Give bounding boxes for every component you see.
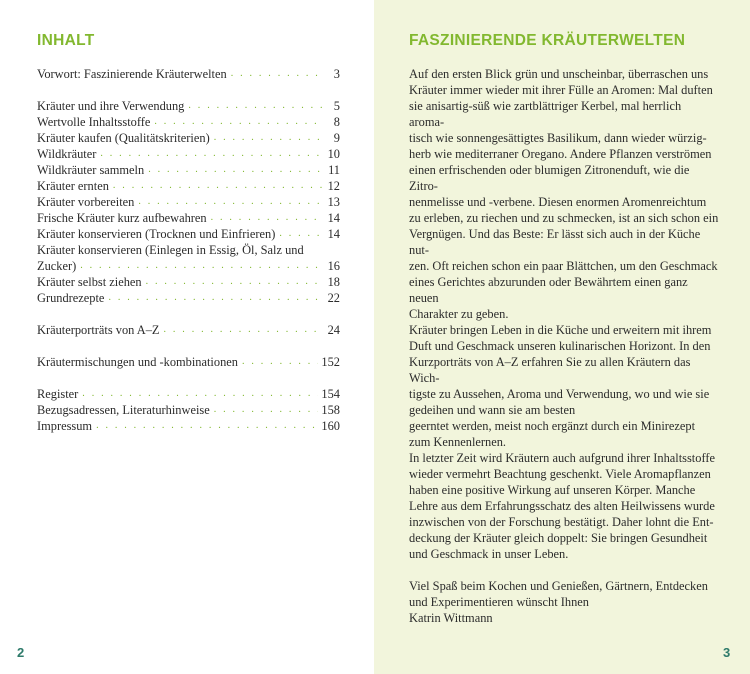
toc-entry bbox=[37, 194, 340, 210]
toc-entry-page: 11 bbox=[328, 163, 340, 177]
text-line: zu erleben, zu riechen und zu schmecken, ist an sich schon ein bbox=[409, 211, 719, 225]
toc-dot-leader bbox=[188, 98, 323, 114]
text-line: Auf den ersten Blick grün und unscheinbar, überraschen uns bbox=[409, 67, 709, 81]
toc-heading: INHALT bbox=[37, 32, 95, 49]
toc-entry bbox=[37, 242, 340, 274]
closing-signature bbox=[409, 578, 719, 626]
toc-entry bbox=[37, 162, 340, 178]
toc-dot-leader bbox=[154, 114, 323, 130]
toc-entry bbox=[37, 130, 340, 146]
text-line: Lehre aus dem Erfahrungsschatz des alten Heilwissens wurde bbox=[409, 499, 715, 513]
toc-entry bbox=[37, 226, 340, 242]
text-line: Charakter zu geben. bbox=[409, 307, 509, 321]
toc-entry-page: 8 bbox=[333, 115, 340, 129]
text-line: In letzter Zeit wird Kräutern auch aufgrund ihrer Inhaltsstoffe bbox=[409, 451, 715, 465]
left-page bbox=[0, 0, 374, 674]
table-of-contents bbox=[37, 66, 340, 434]
page-number-left: 2 bbox=[17, 645, 25, 660]
toc-entry-page: 12 bbox=[327, 179, 340, 193]
toc-dot-leader bbox=[211, 210, 323, 226]
toc-entry-page: 152 bbox=[321, 355, 340, 369]
toc-entry-title: Wertvolle Inhaltsstoffe bbox=[37, 115, 151, 129]
text-line: nenmelisse und -verbene. Diesen enormen Aromenreichtum bbox=[409, 195, 707, 209]
toc-entry-title: Grundrezepte bbox=[37, 291, 105, 305]
body-paragraph bbox=[409, 322, 719, 450]
toc-entry-page: 16 bbox=[327, 259, 340, 273]
toc-entry-page: 3 bbox=[333, 67, 340, 81]
toc-entry-title: Kräuter selbst ziehen bbox=[37, 275, 142, 289]
toc-entry-title: Kräuter vorbereiten bbox=[37, 195, 135, 209]
text-line: Kräuter immer wieder mit ihrer Fülle an Aromen: Mal duften bbox=[409, 83, 713, 97]
text-line: Vergnügen. Und das Beste: Er lässt sich auch in der Küche nut- bbox=[409, 227, 701, 257]
text-line: Kurzporträts von A–Z erfahren Sie zu allen Kräutern das Wich- bbox=[409, 355, 691, 385]
text-line: wieder vermehrt Beachtung geschenkt. Viele Aromapflanzen bbox=[409, 467, 711, 481]
toc-entry-title: Zucker) bbox=[37, 259, 77, 273]
text-line: einen erfrischenden oder blumigen Zitronenduft, wie die Zitro- bbox=[409, 163, 690, 193]
toc-entry-title: Wildkräuter sammeln bbox=[37, 163, 145, 177]
toc-dot-leader bbox=[80, 258, 323, 274]
toc-entry-title: Impressum bbox=[37, 419, 93, 433]
toc-dot-leader bbox=[214, 130, 323, 146]
toc-entry-page: 10 bbox=[327, 147, 340, 161]
toc-entry-title: Frische Kräuter kurz aufbewahren bbox=[37, 211, 207, 225]
chapter-heading: FASZINIERENDE KRÄUTERWELTEN bbox=[409, 32, 686, 49]
toc-entry-page: 24 bbox=[327, 323, 340, 337]
text-line: und Experimentieren wünscht Ihnen bbox=[409, 595, 589, 609]
toc-entry-page: 158 bbox=[321, 403, 340, 417]
toc-entry bbox=[37, 210, 340, 226]
text-line: zen. Oft reichen schon ein paar Blättchen, um den Geschmack bbox=[409, 259, 718, 273]
toc-entry bbox=[37, 354, 340, 370]
toc-entry bbox=[37, 290, 340, 306]
toc-entry-page: 22 bbox=[327, 291, 340, 305]
text-line: herb wie mediterraner Oregano. Andere Pflanzen verströmen bbox=[409, 147, 712, 161]
text-line: haben eine positive Wirkung auf unseren Körper. Manche bbox=[409, 483, 696, 497]
toc-entry-title: Vorwort: Faszinierende Kräuterwelten bbox=[37, 67, 227, 81]
toc-entry-title: Kräuter kaufen (Qualitätskriterien) bbox=[37, 131, 210, 145]
text-line: sie anisartig-süß wie zartblättriger Kerbel, mal herrlich aroma- bbox=[409, 99, 682, 129]
text-line: gedeihen und wann sie am besten bbox=[409, 403, 576, 417]
text-line: tisch wie sonnengesättigtes Basilikum, dann wieder würzig- bbox=[409, 131, 707, 145]
toc-entry bbox=[37, 322, 340, 338]
toc-dot-leader bbox=[96, 418, 318, 434]
toc-dot-leader bbox=[146, 274, 323, 290]
text-line: Katrin Wittmann bbox=[409, 611, 493, 625]
body-paragraph bbox=[409, 450, 719, 562]
toc-entry bbox=[37, 418, 340, 434]
toc-entry-page: 9 bbox=[333, 131, 340, 145]
toc-entry bbox=[37, 178, 340, 194]
toc-entry-page: 14 bbox=[327, 211, 340, 225]
text-line: Kräuter bringen Leben in die Küche und erweitern mit ihrem bbox=[409, 323, 712, 337]
toc-entry bbox=[37, 402, 340, 418]
toc-entry bbox=[37, 274, 340, 290]
toc-entry bbox=[37, 114, 340, 130]
toc-entry-title: Register bbox=[37, 387, 79, 401]
toc-entry-page: 18 bbox=[327, 275, 340, 289]
toc-entry-page: 160 bbox=[321, 419, 340, 433]
toc-entry-title: Kräuter ernten bbox=[37, 179, 109, 193]
body-paragraph bbox=[409, 66, 719, 322]
toc-dot-leader bbox=[113, 178, 323, 194]
text-line: zum Kennenlernen. bbox=[409, 435, 507, 449]
toc-dot-leader bbox=[214, 402, 319, 418]
toc-entry bbox=[37, 66, 340, 82]
text-line: Viel Spaß beim Kochen und Genießen, Gärtnern, Entdecken bbox=[409, 579, 708, 593]
text-line: eines Gerichtes abzurunden oder Bewährtem einen ganz neuen bbox=[409, 275, 688, 305]
toc-entry bbox=[37, 98, 340, 114]
intro-text bbox=[409, 66, 719, 626]
toc-dot-leader bbox=[100, 146, 323, 162]
toc-entry-title: Kräuter konservieren (Einlegen in Essig, Öl, Salz und bbox=[37, 243, 304, 257]
toc-entry-title: Kräuterporträts von A–Z bbox=[37, 323, 160, 337]
toc-entry-title: Kräuter und ihre Verwendung bbox=[37, 99, 185, 113]
toc-dot-leader bbox=[231, 66, 323, 82]
text-line: geerntet werden, meist noch ergänzt durch ein Minirezept bbox=[409, 419, 696, 433]
toc-entry-page: 154 bbox=[321, 387, 340, 401]
toc-dot-leader bbox=[148, 162, 323, 178]
toc-entry-page: 13 bbox=[327, 195, 340, 209]
toc-entry-title: Bezugsadressen, Literaturhinweise bbox=[37, 403, 210, 417]
toc-entry-page: 5 bbox=[333, 99, 340, 113]
toc-dot-leader bbox=[138, 194, 323, 210]
toc-entry bbox=[37, 386, 340, 402]
toc-entry-title: Wildkräuter bbox=[37, 147, 97, 161]
text-line: und Geschmack in unser Leben. bbox=[409, 547, 569, 561]
toc-entry bbox=[37, 146, 340, 162]
toc-dot-leader bbox=[164, 322, 324, 338]
toc-entry-page: 14 bbox=[327, 227, 340, 241]
page-number-right: 3 bbox=[723, 645, 731, 660]
text-line: inzwischen von der Forschung bestätigt. Daher lohnt die Ent- bbox=[409, 515, 714, 529]
text-line: deckung der Kräuter gleich doppelt: Sie bringen Gesundheit bbox=[409, 531, 708, 545]
toc-entry-title: Kräuter konservieren (Trocknen und Einfrieren) bbox=[37, 227, 276, 241]
toc-dot-leader bbox=[82, 386, 318, 402]
text-line: Duft und Geschmack unseren kulinarischen Horizont. In den bbox=[409, 339, 711, 353]
toc-dot-leader bbox=[279, 226, 323, 242]
right-page bbox=[374, 0, 750, 674]
toc-entry-title: Kräutermischungen und -kombinationen bbox=[37, 355, 238, 369]
text-line: tigste zu Aussehen, Aroma und Verwendung, wo und wie sie bbox=[409, 387, 710, 401]
toc-dot-leader bbox=[108, 290, 323, 306]
toc-dot-leader bbox=[242, 354, 318, 370]
